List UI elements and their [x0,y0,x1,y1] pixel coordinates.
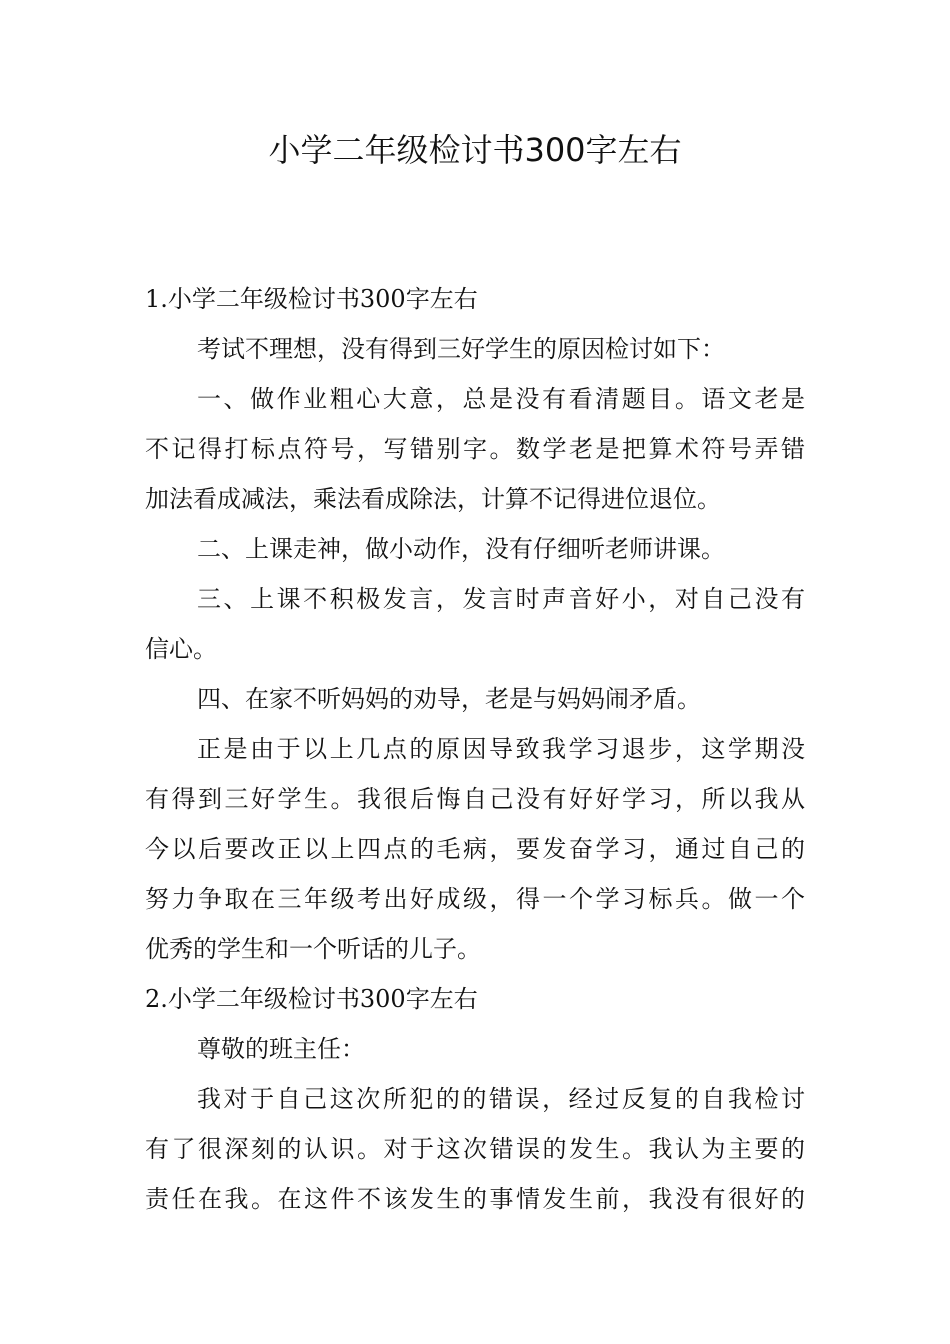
paragraph-point-2: 二、上课走神，做小动作，没有仔细听老师讲课。 [197,535,725,563]
paragraph-letter-line-3: 责任在我。在这件不该发生的事情发生前，我没有很好的 [145,1185,805,1213]
document-title: 小学二年级检讨书300字左右 [268,131,682,169]
paragraph-point-1-line-1: 一、做作业粗心大意，总是没有看清题目。语文老是 [197,385,805,413]
paragraph-conclusion-line-5: 优秀的学生和一个听话的儿子。 [145,935,481,963]
paragraph-conclusion-line-2: 有得到三好学生。我很后悔自己没有好好学习，所以我从 [145,785,805,813]
paragraph-point-4: 四、在家不听妈妈的劝导，老是与妈妈闹矛盾。 [197,685,701,713]
paragraph-conclusion-line-1: 正是由于以上几点的原因导致我学习退步，这学期没 [197,735,805,763]
paragraph-point-1-line-3: 加法看成减法，乘法看成除法，计算不记得进位退位。 [145,485,721,513]
section-heading-2: 2.小学二年级检讨书300字左右 [145,985,478,1013]
paragraph-letter-line-1: 我对于自己这次所犯的的错误，经过反复的自我检讨 [197,1085,805,1113]
salutation: 尊敬的班主任： [197,1035,365,1063]
paragraph-point-3-line-1: 三、上课不积极发言，发言时声音好小，对自己没有 [197,585,805,613]
paragraph-conclusion-line-4: 努力争取在三年级考出好成级，得一个学习标兵。做一个 [145,885,805,913]
section-heading-1: 1.小学二年级检讨书300字左右 [145,285,478,313]
paragraph-point-1-line-2: 不记得打标点符号，写错别字。数学老是把算术符号弄错 [145,435,805,463]
paragraph-conclusion-line-3: 今以后要改正以上四点的毛病，要发奋学习，通过自己的 [145,835,805,863]
paragraph-point-3-line-2: 信心。 [145,635,217,663]
paragraph-letter-line-2: 有了很深刻的认识。对于这次错误的发生。我认为主要的 [145,1135,805,1163]
paragraph-intro: 考试不理想，没有得到三好学生的原因检讨如下： [197,335,725,363]
document-body [145,274,805,1224]
